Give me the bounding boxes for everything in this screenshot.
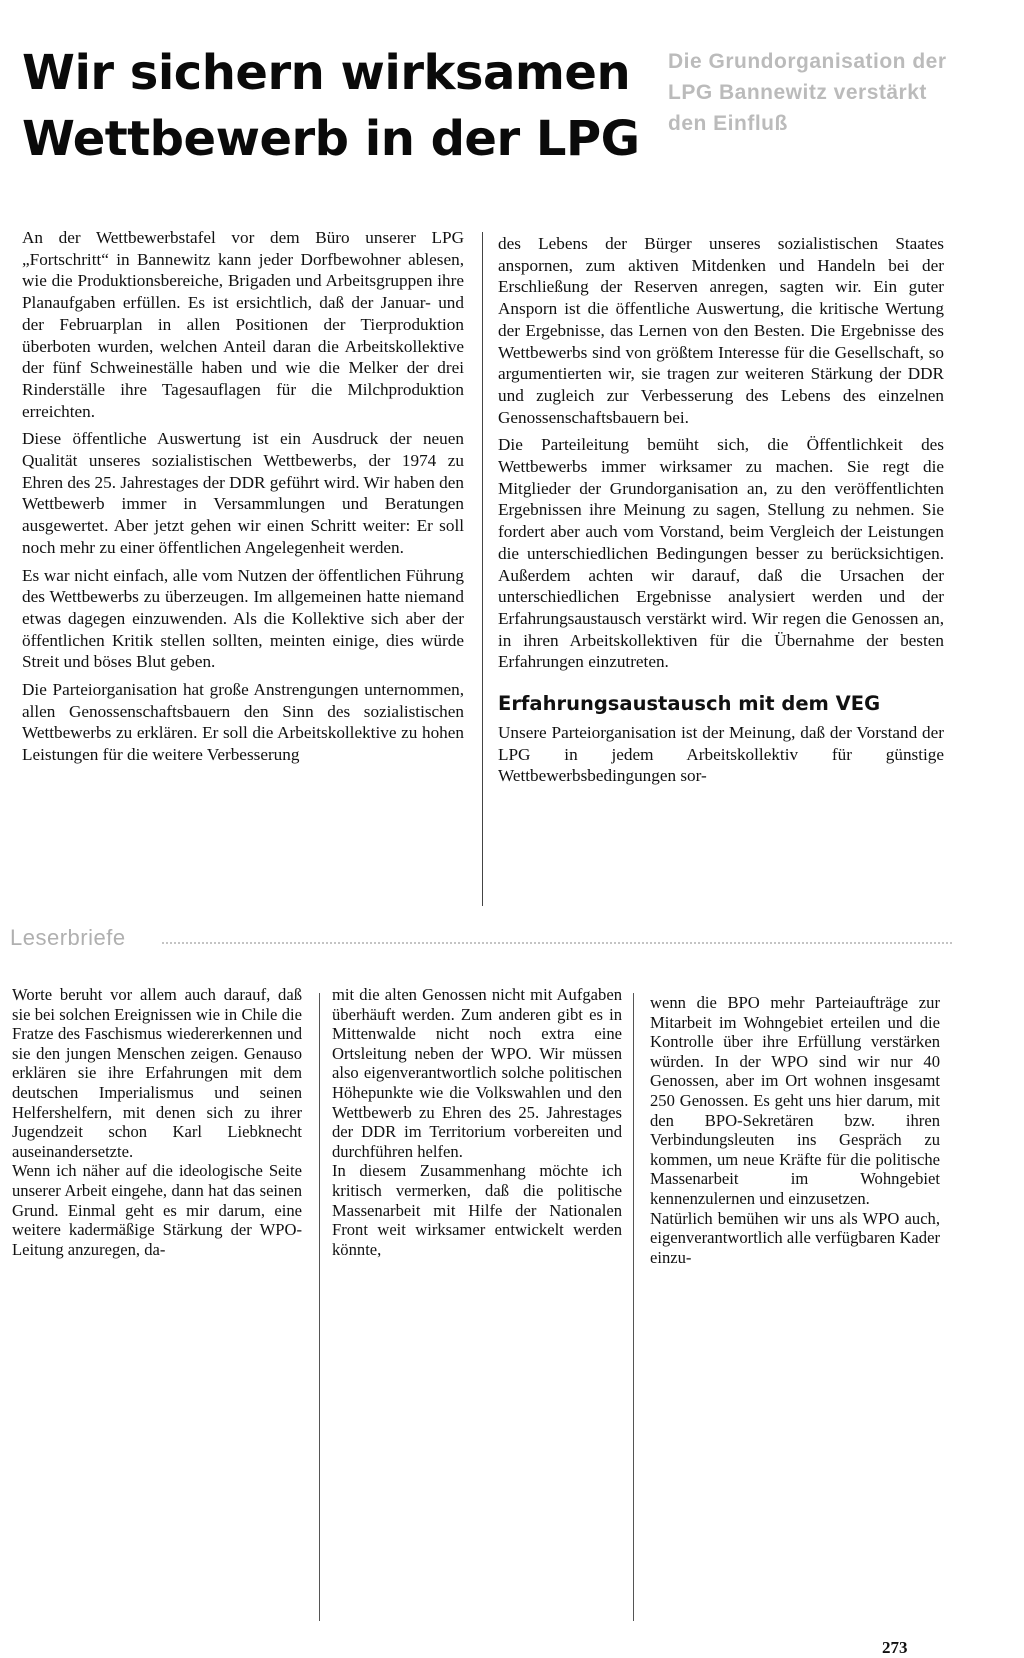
article-paragraph: Unsere Parteiorganisation ist der Meinung, daß der Vorstand der LPG in jedem Arbeitskollektiv für günstige Wettbewerbsbedingungen sor- xyxy=(498,723,944,786)
letters-paragraph: Worte beruht vor allem auch darauf, daß sie bei solchen Ereignissen wie in Chile die Fratze des Faschismus wiedererkennen und sie den jungen Menschen zeigen. Genauso erklären sie ihre Erfahrungen mit dem deutschen Imperialismus und seinen Helfershelfern, mit denen sich zu ihrer Jugendzeit schon Karl Liebknecht auseinandersetzte. xyxy=(12,985,302,1161)
letters-paragraph: Wenn ich näher auf die ideologische Seite unserer Arbeit eingehe, dann hat das seinen Grund. Einmal geht es mir darum, eine weitere kadermäßige Stärkung der WPO-Leitung anzuregen, da- xyxy=(12,1161,302,1259)
article-column-1 xyxy=(22,227,464,772)
article-paragraph: des Lebens der Bürger unseres sozialistischen Staates anspornen, zum aktiven Mitdenken und Handeln bei der Erschließung der Reserven anregen, sagten wir. Ein guter Ansporn ist die öffentliche Auswertung, die kritische Wertung der Ergebnisse, das Lernen von den Besten. Die Ergebnisse des Wettbewerbs sind von größtem Interesse für die Gesellschaft, so argumentierten wir, sie tragen zur weiteren Stärkung der DDR und zugleich zur Verbesserung des Lebens des einzelnen Genossenschaftsbauern bei. xyxy=(498,234,944,427)
headline-line-1: Wir sichern wirksamen xyxy=(22,45,631,101)
section-divider xyxy=(162,942,952,944)
letters-column-2 xyxy=(332,985,622,1259)
section-label-leserbriefe: Leserbriefe xyxy=(10,925,126,950)
letters-paragraph: In diesem Zusammenhang möchte ich kritisch vermerken, daß die politische Massenarbeit mit Hilfe der Nationalen Front weit wirksamer entwickelt werden könnte, xyxy=(332,1161,622,1259)
article-paragraph: Die Parteiorganisation hat große Anstrengungen unternommen, allen Genossenschaftsbauern den Sinn des sozialistischen Wettbewerbs zu erklären. Er soll die Arbeitskollektive zu hohen Leistungen für die weitere Verbesserung xyxy=(22,680,464,765)
article-paragraph: Die Parteileitung bemüht sich, die Öffentlichkeit des Wettbewerbs immer wirksamer zu machen. Sie regt die Mitglieder der Grundorganisation an, zu den veröffentlichten Ergebnissen ihre Meinung zu sagen, Stellung zu nehmen. Sie fordert aber auch vom Vorstand, beim Vergleich der Leistungen die unterschiedlichen Bedingungen besser zu berücksichtigen. Außerdem achten wir darauf, daß die Ursachen der unterschiedlichen Ergebnisse analysiert werden und der Erfahrungsaustausch verstärkt wird. Wir regen die Genossen an, in ihren Arbeitskollektiven für die Übernahme der besten Erfahrungen einzutreten. xyxy=(498,435,944,672)
letters-paragraph: Natürlich bemühen wir uns als WPO auch, eigenverantwortlich alle verfügbaren Kader einzu- xyxy=(650,1208,940,1267)
letters-paragraph: wenn die BPO mehr Parteiaufträge zur Mitarbeit im Wohngebiet erteilen und die Kontrolle über ihre Erfüllung verstärken würden. In der WPO sind wir nur 40 Genossen, aber im Ort wohnen insgesamt 250 Genossen. Es geht uns hier darum, mit den BPO-Sekretären bzw. ihren Verbindungsleuten ins Gespräch zu kommen, um neue Kräfte für die politische Massenarbeit im Wohngebiet kennenzulernen und einzusetzen. xyxy=(650,993,940,1208)
headline xyxy=(22,40,642,172)
article-column-2 xyxy=(498,233,944,793)
article-paragraph: Diese öffentliche Auswertung ist ein Ausdruck der neuen Qualität unseres sozialistischen Wettbewerbs, der 1974 zu Ehren des 25. Jahrestages der DDR geführt wird. Wir haben den Wettbewerb immer in Versammlungen und Beratungen ausgewertet. Aber jetzt gehen wir einen Schritt weiter: Er soll noch mehr zu einer öffentlichen Angelegenheit werden. xyxy=(22,429,464,557)
page-number: 273 xyxy=(882,1638,908,1657)
headline-line-2: Wettbewerb in der LPG xyxy=(22,111,640,167)
column-divider xyxy=(482,232,483,906)
article-subheading: Erfahrungsaustausch mit dem VEG xyxy=(498,692,881,716)
letters-column-3 xyxy=(650,993,940,1267)
column-divider xyxy=(319,993,320,1621)
article-paragraph: Es war nicht einfach, alle vom Nutzen der öffentlichen Führung des Wettbewerbs zu überzeugen. Im allgemeinen hatte niemand etwas dagegen einzuwenden. Als die Kollektive sich aber der öffentlichen Kritik stellen sollten, meinten einige, dies würde Streit und böses Blut geben. xyxy=(22,565,464,672)
kicker-text: Die Grundorganisation der LPG Bannewitz verstärkt den Einfluß xyxy=(668,50,947,135)
letters-paragraph: mit die alten Genossen nicht mit Aufgaben überhäuft werden. Zum anderen gibt es in Mittenwalde nicht noch extra eine Ortsleitung neben der WPO. Wir müssen also eigenverantwortlich solche politischen Höhepunkte wie die Volkswahlen und den Wettbewerb zu Ehren des 25. Jahrestages der DDR im Territorium vorbereiten und durchführen helfen. xyxy=(332,985,622,1161)
article-paragraph: An der Wettbewerbstafel vor dem Büro unserer LPG „Fortschritt“ in Bannewitz kann jeder Dorfbewohner ablesen, wie die Produktionsbereiche, Brigaden und Arbeitsgruppen ihre Planaufgaben erfüllen. Es ist ersichtlich, daß der Januar- und der Februarplan in allen Positionen der Tierproduktion überboten wurden, welchen Anteil daran die Arbeitskollektive der fünf Schweineställe haben und wie die Melker der drei Rinderställe ihre Tagesauflagen für die Milchproduktion erreichten. xyxy=(22,228,464,421)
letters-column-1 xyxy=(12,985,302,1259)
column-divider xyxy=(633,993,634,1621)
